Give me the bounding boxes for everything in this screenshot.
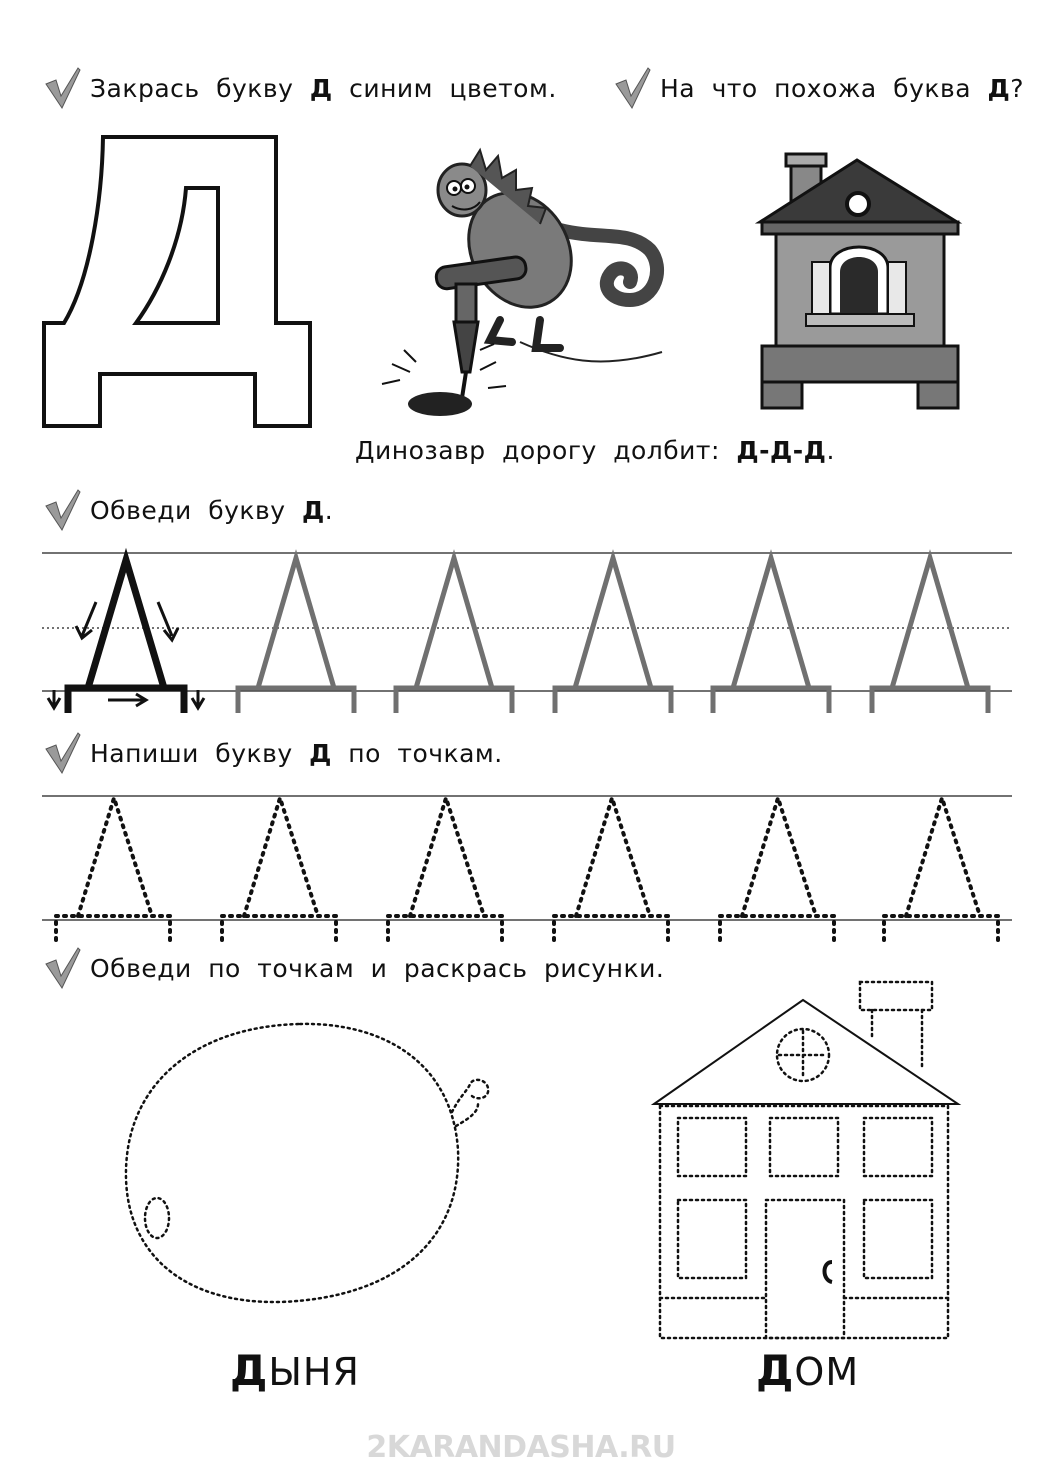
word-first-letter: Д [756,1346,795,1395]
word-first-letter: Д [230,1346,269,1395]
word-rest: ЫНЯ [268,1350,360,1394]
task-text-end: . [324,495,334,525]
task-text: Напиши букву [90,738,293,768]
task-letter: Д [301,495,325,525]
task-text: Закрась букву [90,73,294,103]
task-text: Обведи по точкам и раскрась рисунки. [90,953,665,983]
rhyme-sound: Д-Д-Д [736,436,827,465]
watermark: 2KARANDASHA.RU [366,1430,676,1465]
task-text-end: ? [1010,73,1025,103]
task-text-end: по точкам. [348,738,503,768]
word-melon [230,1346,360,1395]
rhyme-text: Динозавр дорогу долбит: [355,436,720,465]
task-text-end: синим цветом. [349,73,557,103]
task-text: Обведи букву [90,495,286,525]
word-house [756,1346,859,1395]
task-letter: Д [309,738,332,768]
task-text: На что похожа буква [660,73,972,103]
task-letter: Д [987,73,1011,103]
rhyme-end: . [826,436,835,465]
task-letter: Д [309,73,333,103]
word-rest: ОМ [794,1350,860,1394]
